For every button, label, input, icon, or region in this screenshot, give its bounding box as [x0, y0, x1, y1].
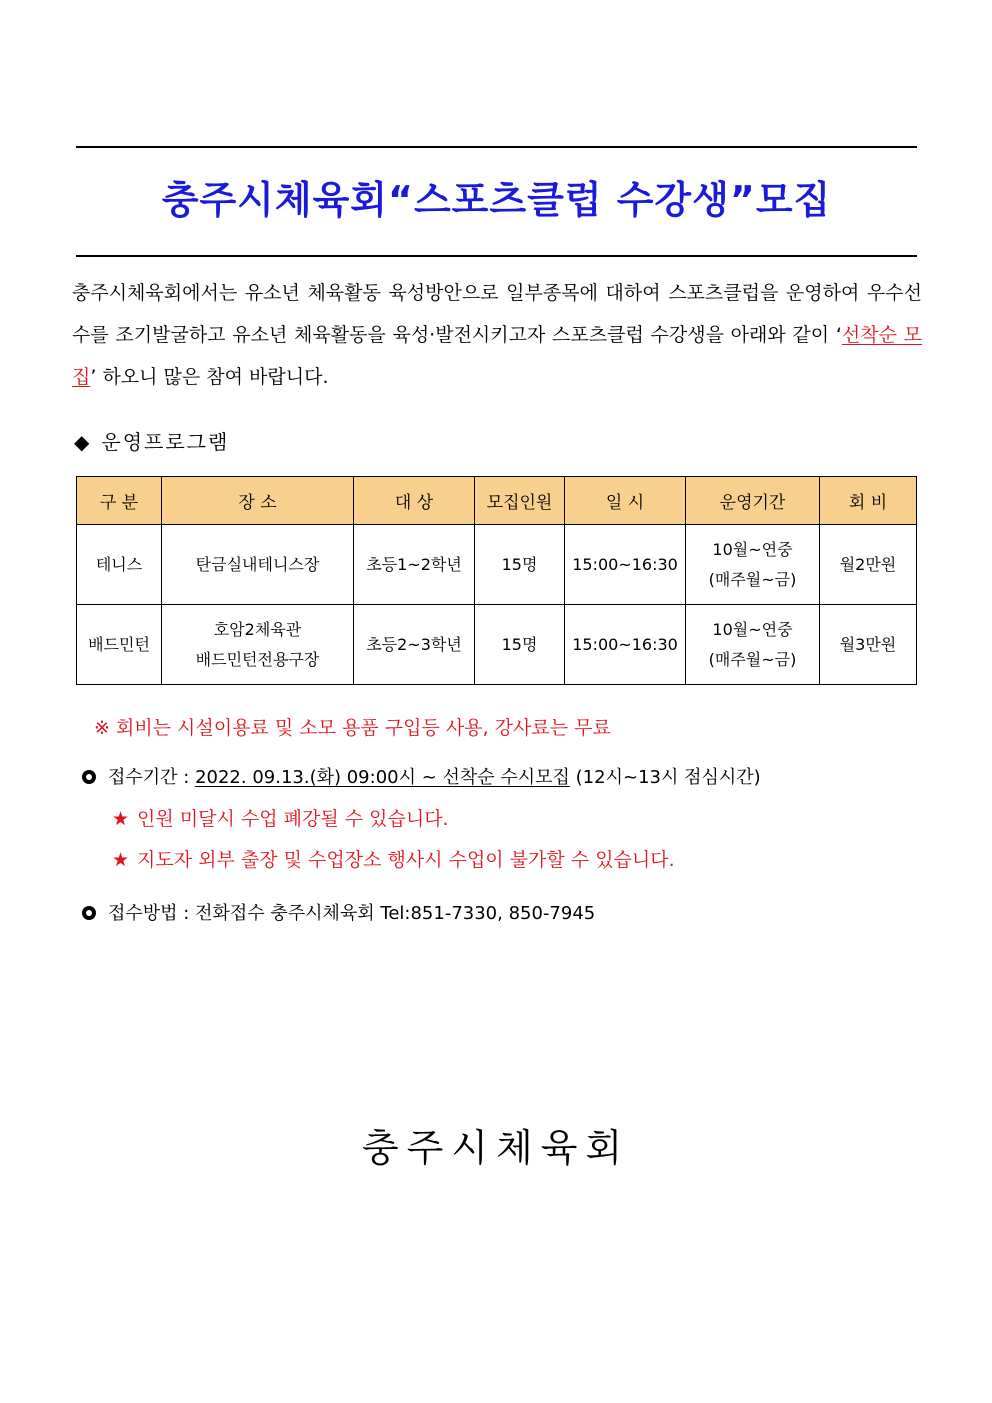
warning-line — [112, 801, 449, 837]
star-icon: ★ — [112, 849, 130, 871]
header-target: 대 상 — [354, 477, 475, 525]
cell-target: 초등1~2학년 — [354, 525, 475, 605]
cell-place-line: 호암2체육관 — [213, 619, 302, 639]
cell-period-line: (매주월~금) — [708, 649, 797, 669]
cell-fee: 월2만원 — [820, 525, 917, 605]
intro-text: 충주시체육회에서는 유소년 체육활동 육성방안으로 일부종목에 대하여 스포츠클럽을 운영하여 우수선수를 조기발굴하고 유소년 체육활동을 육성·발전시키고자 스포츠클럽 수강생을 아래와 같이 ‘ — [72, 282, 922, 346]
reception-method-label: 접수방법 : — [108, 903, 196, 924]
reception-period-extra: (12시~13시 점심시간) — [569, 767, 761, 788]
cell-category: 테니스 — [77, 525, 162, 605]
circle-bullet-icon — [82, 906, 96, 920]
cell-category: 배드민턴 — [77, 605, 162, 685]
cell-target: 초등2~3학년 — [354, 605, 475, 685]
cell-count: 15명 — [475, 605, 565, 685]
intro-highlight: 선착순 모집 — [72, 324, 922, 388]
warning-text: 지도자 외부 출장 및 수업장소 행사시 수업이 불가할 수 있습니다. — [137, 849, 675, 871]
cell-period — [686, 525, 820, 605]
reception-method — [82, 896, 595, 932]
cell-time: 15:00~16:30 — [565, 525, 686, 605]
fee-note: ※ 회비는 시설이용료 및 소모 용품 구입등 사용, 강사료는 무료 — [94, 717, 611, 739]
table-row — [77, 605, 917, 685]
reception-period — [82, 760, 761, 796]
cell-place — [162, 605, 354, 685]
warning-text: 인원 미달시 수업 폐강될 수 있습니다. — [137, 808, 449, 830]
cell-place — [162, 525, 354, 605]
intro-text-end: ’ 하오니 많은 참여 바랍니다. — [90, 366, 329, 388]
reception-period-value: 2022. 09.13.(화) 09:00시 ~ 선착순 수시모집 — [195, 767, 570, 788]
cell-place-line: 배드민턴전용구장 — [195, 649, 320, 669]
cell-place-line: 탄금실내테니스장 — [195, 554, 320, 574]
intro-paragraph — [72, 272, 922, 398]
table-row — [77, 525, 917, 605]
section-title: 운영프로그램 — [101, 430, 230, 454]
circle-bullet-icon — [82, 770, 96, 784]
cell-period-line: 10월~연중 — [712, 619, 793, 639]
page-title: 충주시체육회“스포츠클럽 수강생”모집 — [161, 178, 832, 222]
cell-time: 15:00~16:30 — [565, 605, 686, 685]
header-category: 구 분 — [77, 477, 162, 525]
header-time: 일 시 — [565, 477, 686, 525]
cell-period-line: (매주월~금) — [708, 569, 797, 589]
reception-method-value: 전화접수 충주시체육회 Tel:851-7330, 850-7945 — [195, 903, 596, 924]
header-count: 모집인원 — [475, 477, 565, 525]
organization-signature: 충주시체육회 — [361, 1126, 631, 1170]
star-icon: ★ — [112, 808, 130, 830]
warning-line — [112, 842, 675, 878]
cell-period — [686, 605, 820, 685]
header-place: 장 소 — [162, 477, 354, 525]
diamond-bullet-icon: ◆ — [74, 430, 92, 454]
table-header-row — [77, 477, 917, 525]
top-rule — [76, 146, 917, 148]
header-period: 운영기간 — [686, 477, 820, 525]
header-fee: 회 비 — [820, 477, 917, 525]
cell-period-line: 10월~연중 — [712, 539, 793, 559]
reception-period-label: 접수기간 : — [108, 767, 196, 788]
cell-count: 15명 — [475, 525, 565, 605]
program-table — [76, 476, 917, 685]
cell-fee: 월3만원 — [820, 605, 917, 685]
title-bottom-rule — [76, 255, 917, 257]
section-heading — [74, 424, 229, 460]
